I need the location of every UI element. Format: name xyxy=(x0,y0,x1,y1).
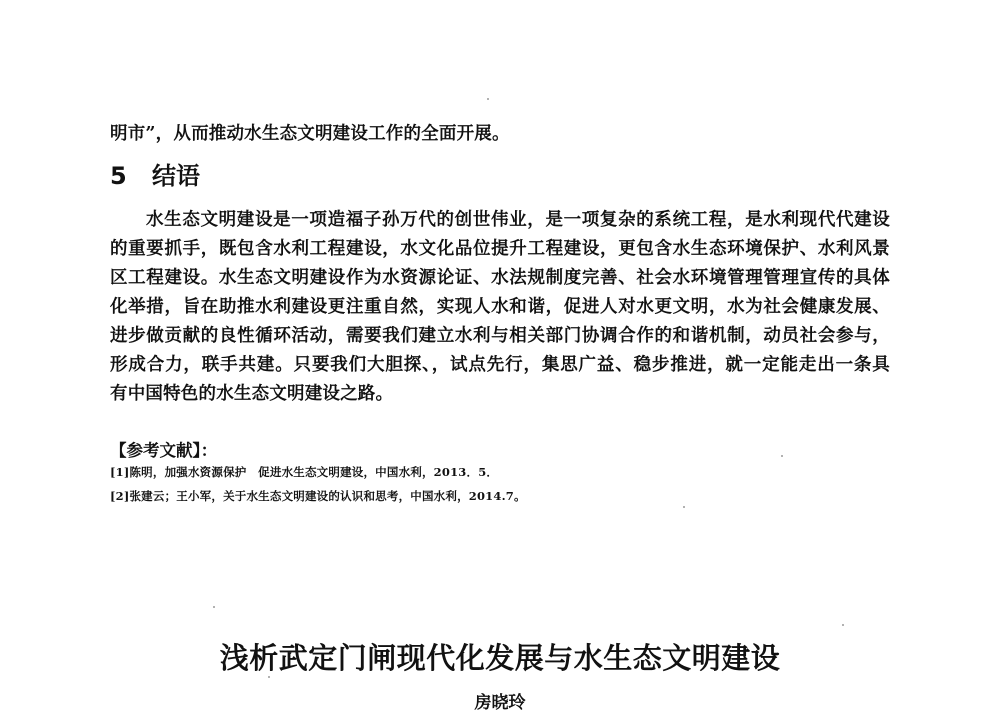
scan-speck xyxy=(842,624,844,626)
section-title: 结语 xyxy=(152,162,200,190)
references-heading: 【参考文献】： xyxy=(110,441,218,460)
scan-speck xyxy=(781,455,783,457)
next-article-author: 房晓玲 xyxy=(474,693,526,713)
paragraph-line: 的重要抓手，既包含水利工程建设，水文化品位提升工程建设，更包含水生态环境保护、水利风景 xyxy=(110,239,890,259)
continuation-text: 明市”，从而推动水生态文明建设工作的全面开展。 xyxy=(110,124,510,144)
reference-item: [2]张建云；王小军，关于水生态文明建设的认识和思考，中国水利，2014.7。 xyxy=(110,489,526,503)
paragraph-line: 进步做贡献的良性循环活动，需要我们建立水利与相关部门协调合作的和谐机制，动员社会参与， xyxy=(110,326,890,346)
scan-speck xyxy=(683,506,685,508)
section-number: 5 xyxy=(110,162,127,190)
paragraph-line: 化举措，旨在助推水利建设更注重自然，实现人水和谐，促进人对水更文明，水为社会健康发展、 xyxy=(110,297,890,317)
scan-speck xyxy=(213,606,215,608)
paragraph-line: 区工程建设。水生态文明建设作为水资源论证、水法规制度完善、社会水环境管理管理宣传的具体 xyxy=(110,268,890,288)
paragraph-line: 水生态文明建设是一项造福子孙万代的创世伟业，是一项复杂的系统工程，是水利现代代建设 xyxy=(146,210,890,230)
next-article-title: 浅析武定门闸现代化发展与水生态文明建设 xyxy=(219,641,781,675)
paragraph-line: 形成合力，联手共建。只要我们大胆探、，试点先行，集思广益、稳步推进，就一定能走出一条具 xyxy=(110,355,890,375)
reference-item: [1]陈明，加强水资源保护 促进水生态文明建设，中国水利，2013．5． xyxy=(110,465,499,479)
scan-speck xyxy=(487,98,489,100)
scan-speck xyxy=(268,676,270,678)
section-heading xyxy=(110,164,200,188)
paragraph-line: 有中国特色的水生态文明建设之路。 xyxy=(110,384,394,404)
